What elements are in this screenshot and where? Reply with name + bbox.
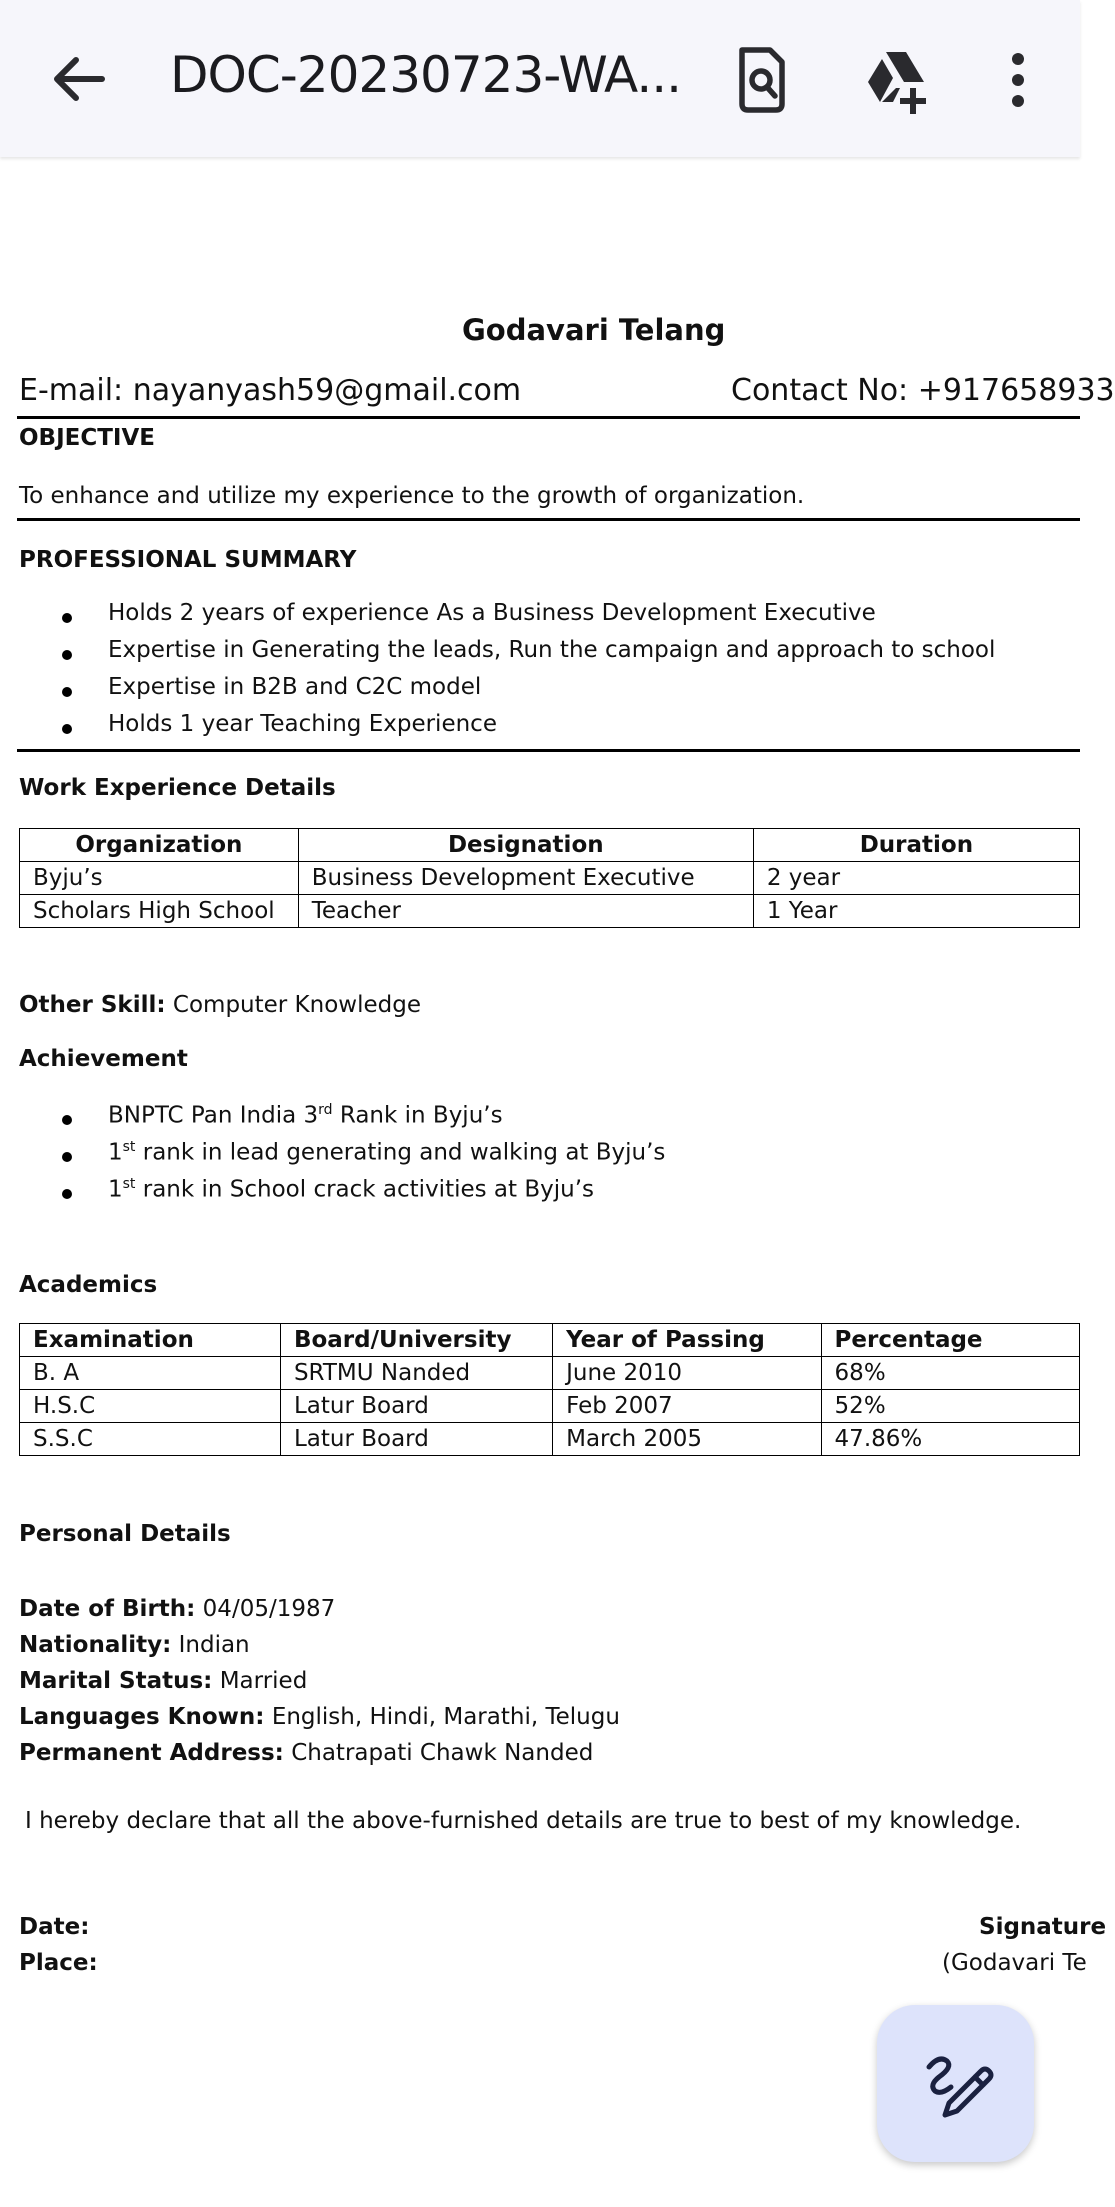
bullet-icon	[62, 650, 72, 660]
signature-label: Signature	[979, 1914, 1107, 1940]
document-title: DOC-20230723-WA...	[170, 46, 682, 104]
edit-fab-button[interactable]	[877, 2005, 1034, 2162]
table-cell: SRTMU Nanded	[280, 1357, 552, 1390]
edit-pen-icon	[877, 2005, 1034, 2162]
personal-detail-row: Nationality: Indian	[19, 1632, 250, 1658]
column-header: Duration	[753, 829, 1079, 862]
academics-heading: Academics	[19, 1272, 158, 1298]
table-cell: 68%	[821, 1357, 1079, 1390]
table-cell: 2 year	[753, 862, 1079, 895]
add-to-drive-button[interactable]	[860, 42, 936, 118]
table-header-row	[20, 829, 1080, 862]
professional-summary-list	[62, 600, 995, 748]
table-cell: March 2005	[553, 1423, 821, 1456]
personal-detail-row: Languages Known: English, Hindi, Marathi, Telugu	[19, 1704, 620, 1730]
list-item: 1st rank in lead generating and walking at Byju’s	[62, 1139, 665, 1176]
bullet-icon	[62, 724, 72, 734]
table-row	[20, 895, 1080, 928]
date-label: Date:	[19, 1914, 90, 1940]
back-button[interactable]	[40, 44, 120, 114]
column-header: Examination	[20, 1324, 281, 1357]
table-cell: 47.86%	[821, 1423, 1079, 1456]
achievement-heading: Achievement	[19, 1046, 188, 1072]
list-item: Holds 1 year Teaching Experience	[62, 711, 995, 748]
resume-name: Godavari Telang	[462, 313, 726, 347]
table-cell: Latur Board	[280, 1390, 552, 1423]
table-cell: June 2010	[553, 1357, 821, 1390]
table-cell: Byju’s	[20, 862, 299, 895]
table-cell: Business Development Executive	[298, 862, 753, 895]
objective-text: To enhance and utilize my experience to the growth of organization.	[19, 483, 805, 509]
table-cell: H.S.C	[20, 1390, 281, 1423]
table-cell: S.S.C	[20, 1423, 281, 1456]
list-item: Expertise in B2B and C2C model	[62, 674, 995, 711]
divider	[17, 416, 1080, 419]
personal-detail-row: Permanent Address: Chatrapati Chawk Nanded	[19, 1740, 594, 1766]
bullet-icon	[62, 687, 72, 697]
bullet-icon	[62, 1115, 72, 1125]
objective-heading: OBJECTIVE	[19, 425, 155, 451]
email-line: E-mail: nayanyash59@gmail.com	[19, 373, 522, 408]
document-page	[0, 157, 1115, 2207]
list-item: 1st rank in School crack activities at Byju’s	[62, 1176, 665, 1213]
work-experience-table	[19, 828, 1080, 928]
place-label: Place:	[19, 1950, 98, 1976]
document-search-icon	[724, 42, 800, 118]
other-skill-label: Other Skill:	[19, 992, 166, 1018]
professional-summary-heading: PROFESSIONAL SUMMARY	[19, 547, 357, 573]
bullet-icon	[62, 613, 72, 623]
table-cell: 52%	[821, 1390, 1079, 1423]
other-skill-value: Computer Knowledge	[172, 992, 421, 1018]
table-header-row	[20, 1324, 1080, 1357]
column-header: Percentage	[821, 1324, 1079, 1357]
column-header: Year of Passing	[553, 1324, 821, 1357]
personal-details-heading: Personal Details	[19, 1521, 231, 1547]
bullet-icon	[62, 1189, 72, 1199]
column-header: Board/University	[280, 1324, 552, 1357]
table-cell: B. A	[20, 1357, 281, 1390]
table-row	[20, 1357, 1080, 1390]
contact-number-line: Contact No: +917658933	[731, 373, 1115, 408]
work-experience-heading: Work Experience Details	[19, 775, 336, 801]
more-vert-icon	[980, 42, 1056, 118]
column-header: Designation	[298, 829, 753, 862]
list-item: Holds 2 years of experience As a Business Development Executive	[62, 600, 995, 637]
more-options-button[interactable]	[980, 42, 1056, 118]
declaration-text: I hereby declare that all the above-furnished details are true to best of my knowledge.	[25, 1808, 1022, 1834]
table-cell: Feb 2007	[553, 1390, 821, 1423]
academics-table	[19, 1323, 1080, 1456]
back-arrow-icon	[40, 44, 120, 114]
signature-name: (Godavari Te	[942, 1950, 1087, 1976]
table-cell: Scholars High School	[20, 895, 299, 928]
personal-details-list	[19, 1591, 620, 1771]
table-row	[20, 862, 1080, 895]
other-skill-line	[19, 992, 421, 1018]
personal-detail-row: Marital Status: Married	[19, 1668, 308, 1694]
table-cell: 1 Year	[753, 895, 1079, 928]
table-cell: Teacher	[298, 895, 753, 928]
drive-add-icon	[860, 42, 936, 118]
find-in-document-button[interactable]	[724, 42, 800, 118]
list-item: Expertise in Generating the leads, Run the campaign and approach to school	[62, 637, 995, 674]
list-item: BNPTC Pan India 3rd Rank in Byju’s	[62, 1102, 665, 1139]
bullet-icon	[62, 1152, 72, 1162]
column-header: Organization	[20, 829, 299, 862]
divider	[17, 518, 1080, 521]
table-row	[20, 1423, 1080, 1456]
divider	[17, 749, 1080, 752]
table-row	[20, 1390, 1080, 1423]
personal-detail-row: Date of Birth: 04/05/1987	[19, 1596, 336, 1622]
top-app-bar	[0, 0, 1080, 157]
table-cell: Latur Board	[280, 1423, 552, 1456]
achievement-list	[62, 1102, 665, 1213]
